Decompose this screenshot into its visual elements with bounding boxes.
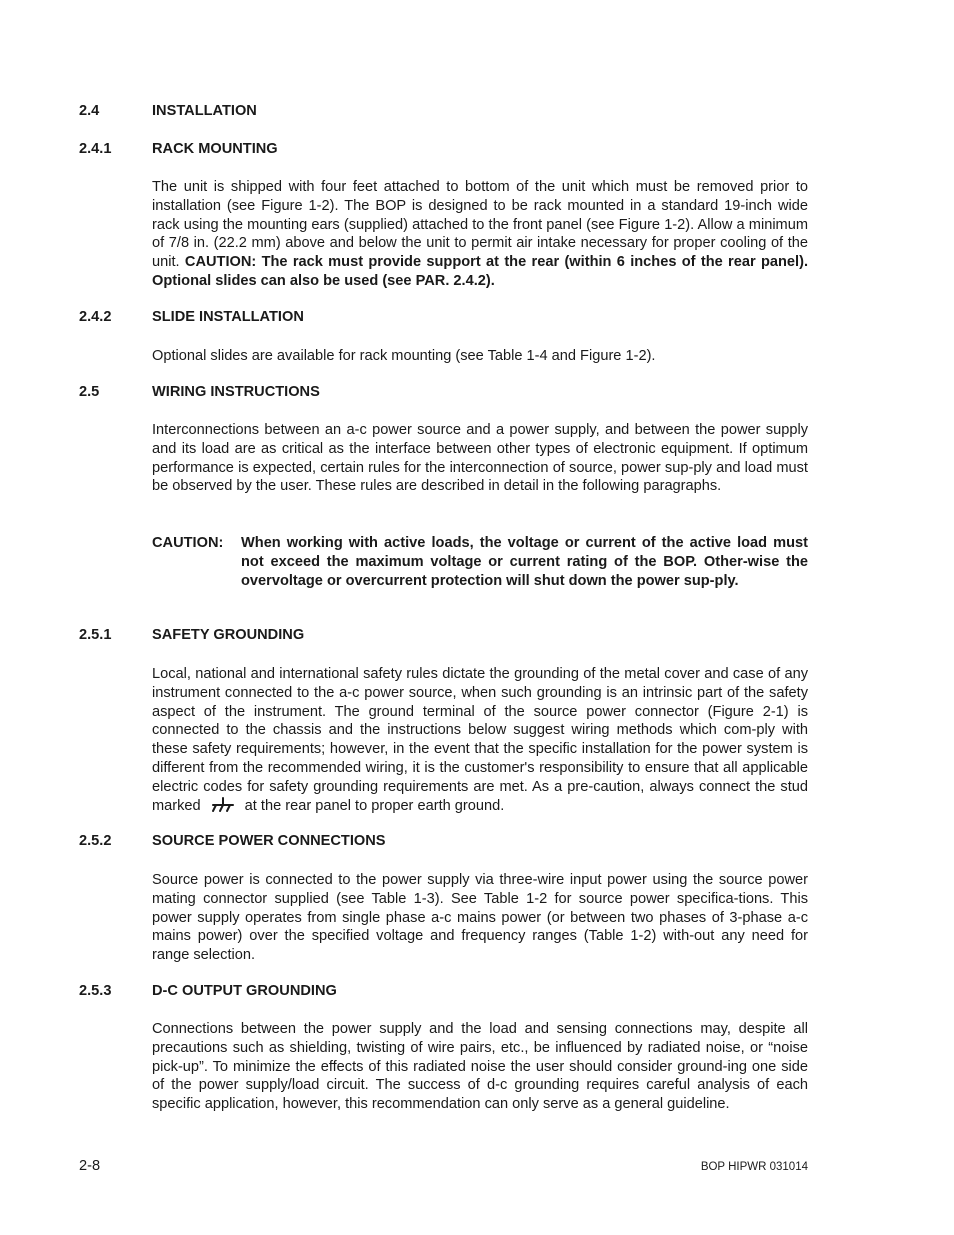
caution-text: When working with active loads, the voltage or current of the active load must not exceed the maximum voltage or current rating of the BOP. Other-wise the overvoltage or overcurrent protection will shut down the power sup-ply. [241, 535, 808, 589]
paragraph-slide-installation [152, 347, 808, 366]
paragraph-safety-grounding [152, 665, 808, 818]
paragraph-text: Connections between the power supply and the load and sensing connections may, despite all precautions such as shielding, twisting of wire pairs, etc., be influenced by radiated noise, or “noise pick-up”. To minimize the effects of this radiated noise the user should consider ground-ing one side of the power supply/load circuit. The success of d-c grounding requires careful analysis of each specific application, however, this recommendation can only serve as a general guideline. [152, 1021, 808, 1113]
paragraph-text-after: at the rear panel to proper earth ground. [244, 797, 505, 814]
chassis-ground-icon [211, 797, 235, 819]
document-id: BOP HIPWR 031014 [700, 1161, 808, 1173]
section-number: 2.5.2 [79, 833, 112, 849]
section-number: 2.4 [79, 103, 100, 119]
section-number: 2.5.1 [79, 627, 112, 643]
caution-label: CAUTION: [152, 535, 224, 551]
section-number: 2.5.3 [79, 983, 112, 999]
section-title: WIRING INSTRUCTIONS [152, 384, 320, 400]
section-title: D-C OUTPUT GROUNDING [152, 983, 337, 999]
section-number: 2.4.1 [79, 141, 112, 157]
page-number: 2-8 [79, 1158, 101, 1174]
paragraph-text: Source power is connected to the power supply via three-wire input power using the source power mating connector supplied (see Table 1-3). See Table 1-2 for source power specifica-tions. This power supply operates from single phase a-c mains power (or between two phases of 3-phase a-c mains power) over the specified voltage and frequency ranges (Table 1-2) with-out any need for range selection. [152, 872, 808, 964]
section-title: SAFETY GROUNDING [152, 627, 305, 643]
paragraph-source-power [152, 871, 808, 965]
section-title: SOURCE POWER CONNECTIONS [152, 833, 386, 849]
paragraph-text: Optional slides are available for rack mounting (see Table 1-4 and Figure 1-2). [152, 348, 656, 364]
caution-inline: CAUTION: The rack must provide support at the rear (within 6 inches of the rear panel). Optional slides can also be used (see PAR. 2.4.2). [152, 254, 808, 289]
caution-block [152, 534, 808, 590]
section-number: 2.4.2 [79, 309, 112, 325]
paragraph-text: The unit is shipped with four feet attached to bottom of the unit which must be removed prior to installation (see Figure 1-2). The BOP is designed to be rack mounted in a standard 19-inch wide rack using the mounting ears (supplied) attached to the front panel (see Figure 1-2). Allow a minimum of 7/8 in. (22.2 mm) above and below the unit to permit air intake necessary for proper cooling of the unit. [152, 179, 808, 271]
section-title: RACK MOUNTING [152, 141, 278, 157]
paragraph-text: Interconnections between an a-c power source and a power supply, and between the power supply and its load are as critical as the interface between other types of electronic equipment. If optimum performance is expected, certain rules for the interconnection of source, power sup-ply and load must be observed by the user. These rules are described in detail in the following paragraphs. [152, 422, 808, 495]
paragraph-wiring [152, 421, 808, 496]
paragraph-dc-grounding [152, 1020, 808, 1114]
paragraph-text: Local, national and international safety rules dictate the grounding of the metal cover and case of any instrument connected to the a-c power source, when such grounding is an intrinsic part of the safety aspect of the instrument. The ground terminal of the source power connector (Figure 2-1) is connected to the chassis and the instructions below suggest wiring methods which com-ply with these safety requirements; however, in the event that the specific installation for the power system is different from the recommended wiring, it is the customer's responsibility to ensure that all applicable electric codes for safety grounding requirements are met. As a pre-caution, always connect the stud marked [152, 666, 808, 814]
section-title: SLIDE INSTALLATION [152, 309, 304, 325]
paragraph-rack-mounting [152, 178, 808, 291]
section-number: 2.5 [79, 384, 100, 400]
section-title: INSTALLATION [152, 103, 257, 119]
